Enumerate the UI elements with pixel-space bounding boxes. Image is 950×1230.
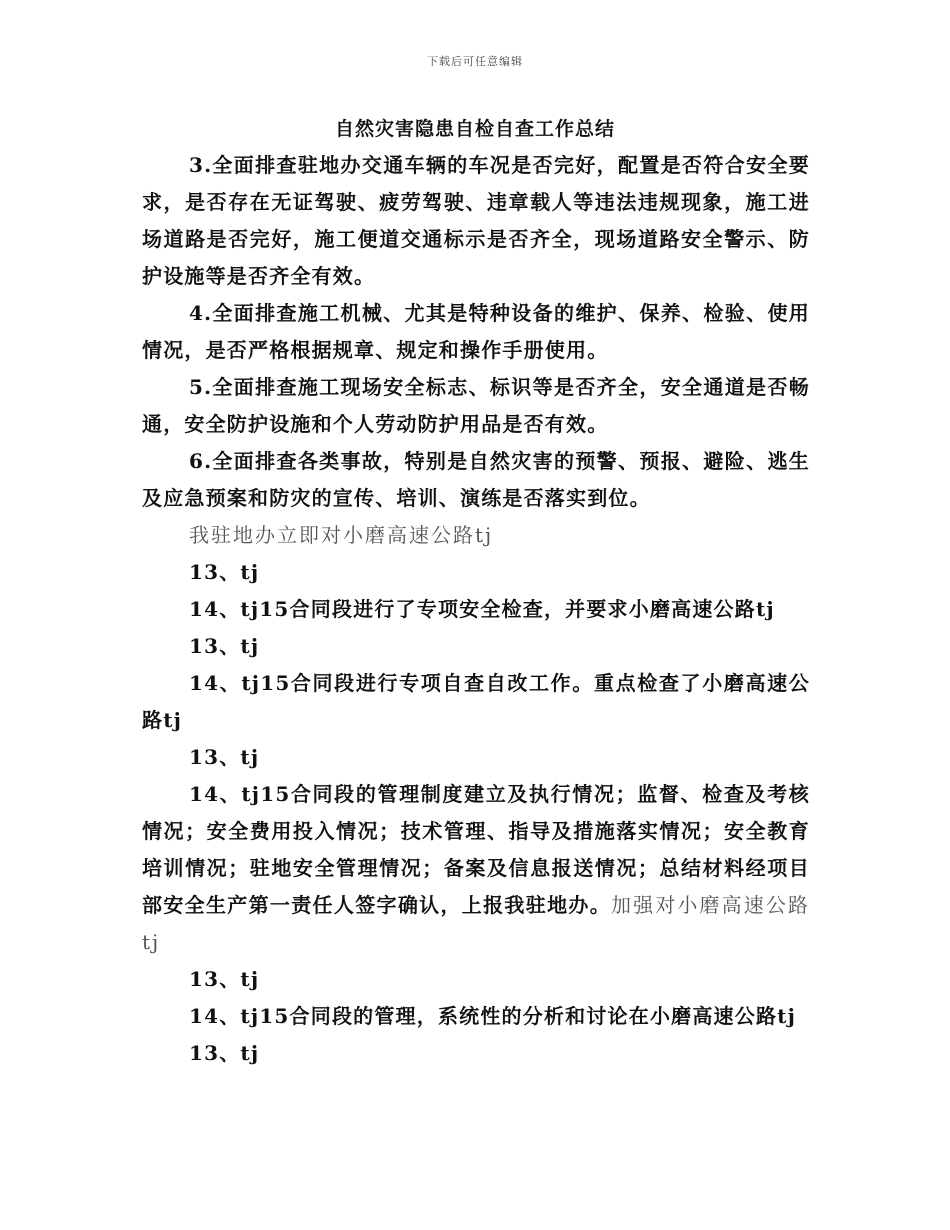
paragraph-item-4: 4.全面排查施工机械、尤其是特种设备的维护、保养、检验、使用情况，是否严格根据规章、规定和操作手册使用。 — [142, 301, 810, 362]
paragraph-section-13e: 13、tj — [189, 1041, 260, 1065]
page-header-note: 下载后可任意编辑 — [427, 55, 523, 68]
document-title: 自然灾害隐患自检自查工作总结 — [334, 118, 615, 140]
paragraph-section-14c — [142, 776, 810, 961]
paragraph-section-14b: 14、tj15合同段进行专项自查自改工作。重点检查了小磨高速公路tj — [142, 671, 810, 732]
paragraph-section-14c-tail: 加强对小磨高速公路tj — [142, 893, 811, 954]
paragraph-section-13d: 13、tj — [189, 967, 260, 991]
paragraph-item-3: 3.全面排查驻地办交通车辆的车况是否完好，配置是否符合安全要求，是否存在无证驾驶、疲劳驾驶、违章载人等违法违规现象，施工进场道路是否完好，施工便道交通标示是否齐全，现场道路安全警示、防护设施等是否齐全有效。 — [142, 153, 810, 288]
paragraph-item-6: 6.全面排查各类事故，特别是自然灾害的预警、预报、避险、逃生及应急预案和防灾的宣传、培训、演练是否落实到位。 — [142, 449, 810, 510]
paragraph-inspection-intro: 我驻地办立即对小磨高速公路tj — [189, 523, 494, 547]
paragraph-section-14c-main: 14、tj15合同段的管理制度建立及执行情况；监督、检查及考核情况；安全费用投入情况；技术管理、指导及措施落实情况；安全教育培训情况；驻地安全管理情况；备案及信息报送情况；总结材料经项目部安全生产第一责任人签字确认，上报我驻地办。 — [142, 782, 810, 917]
paragraph-section-14a: 14、tj15合同段进行了专项安全检查，并要求小磨高速公路tj — [189, 597, 775, 621]
paragraph-item-5: 5.全面排查施工现场安全标志、标识等是否齐全，安全通道是否畅通，安全防护设施和个人劳动防护用品是否有效。 — [142, 375, 810, 436]
document-body — [142, 147, 810, 1072]
paragraph-section-13a: 13、tj — [189, 560, 260, 584]
paragraph-section-13c: 13、tj — [189, 745, 260, 769]
paragraph-section-14d: 14、tj15合同段的管理，系统性的分析和讨论在小磨高速公路tj — [189, 1004, 797, 1028]
paragraph-section-13b: 13、tj — [189, 634, 260, 658]
